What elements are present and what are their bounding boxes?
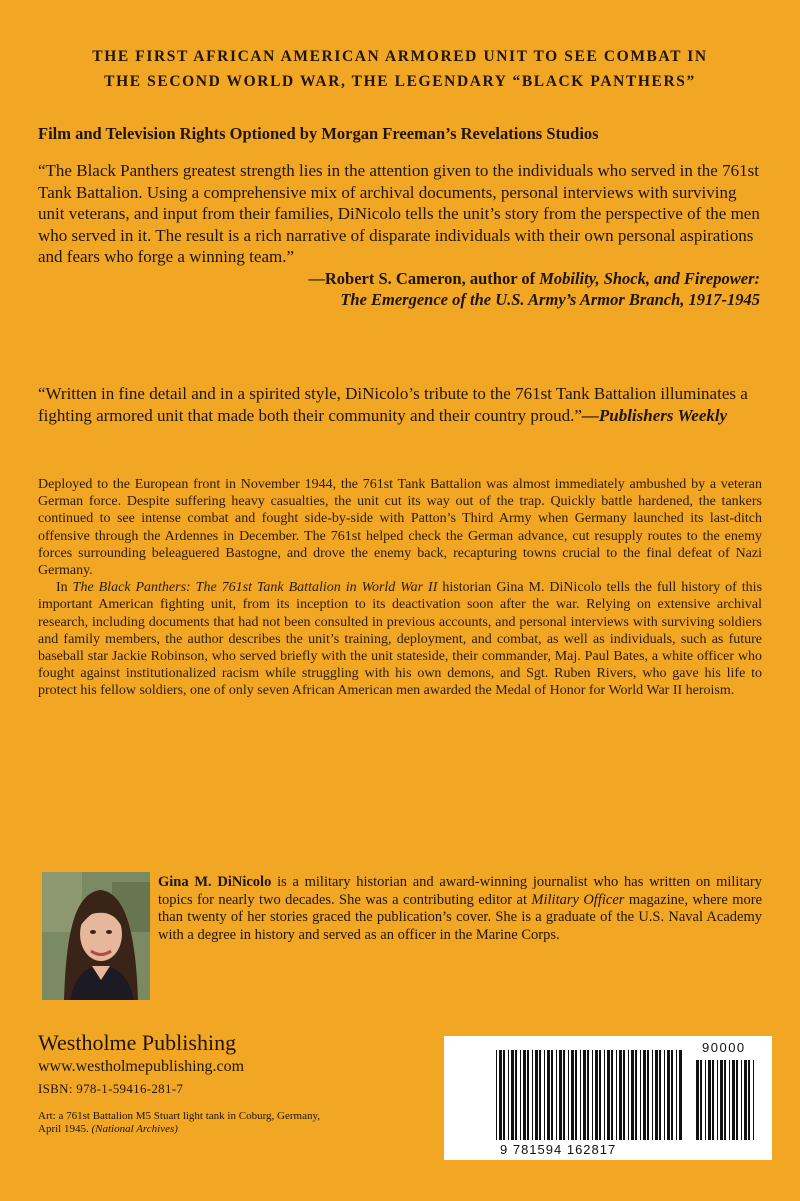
- barcode-bar: [580, 1050, 581, 1140]
- art-credit: Art: a 761st Battalion M5 Stuart light tank in Coburg, Germany, April 1945.: [38, 1110, 320, 1135]
- book-description: [38, 476, 762, 700]
- author-bio-b: magazine, where more than twenty of her stories graced the publication’s cover. She is a graduate of the U.S. Naval Academy with a degree in history and served as an officer in the Marine Corps.: [158, 891, 763, 943]
- barcode-bar: [676, 1050, 677, 1140]
- barcode-bar: [511, 1050, 514, 1140]
- barcode-bar: [741, 1060, 742, 1140]
- barcode-bar: [700, 1060, 702, 1140]
- barcode-bar: [568, 1050, 569, 1140]
- barcode-bar: [508, 1050, 509, 1140]
- review-quote-publishers-weekly: [38, 383, 760, 426]
- barcode-bar: [729, 1060, 730, 1140]
- cover-art-credit: [38, 1110, 338, 1136]
- quote-source: —Publishers Weekly: [581, 405, 728, 425]
- art-source: (National Archives): [91, 1123, 178, 1135]
- barcode-bar: [705, 1060, 706, 1140]
- barcode-bar: [499, 1050, 502, 1140]
- barcode-bar: [496, 1050, 497, 1140]
- barcode-bar: [592, 1050, 593, 1140]
- ean-bars: [496, 1050, 682, 1140]
- headline-line-1: THE FIRST AFRICAN AMERICAN ARMORED UNIT TO SEE COMBAT IN: [92, 48, 708, 65]
- barcode-bar: [532, 1050, 533, 1140]
- barcode-bar: [539, 1050, 541, 1140]
- p2-lead: In: [56, 580, 68, 596]
- price-bars: [696, 1060, 754, 1140]
- barcode-bar: [712, 1060, 714, 1140]
- barcode-bar: [635, 1050, 637, 1140]
- quote-text: “The Black Panthers greatest strength lies in the attention given to the individuals who served in the 761st Tank Battalion. Using a comprehensive mix of archival documents, personal interviews with surviving unit veterans, and input from their families, DiNicolo tells the unit’s story from the perspective of the men who served in it. The result is a rich narrative of disparate individuals with their own personal aspirations and fears who forge a winning team.”: [38, 161, 760, 266]
- barcode-bar: [736, 1060, 738, 1140]
- barcode-bar: [652, 1050, 653, 1140]
- barcode-bar: [587, 1050, 589, 1140]
- ean-digits: 9 781594 162817: [500, 1142, 617, 1157]
- barcode-bar: [732, 1060, 735, 1140]
- isbn-text: ISBN: 978-1-59416-281-7: [38, 1081, 184, 1096]
- cover-headline: [40, 44, 760, 94]
- barcode-bar: [595, 1050, 598, 1140]
- barcode-bar: [575, 1050, 577, 1140]
- author-bio-a: is a military historian and award-winning journalist who has written on military topics for nearly two decades. She was a contributing editor at: [158, 874, 762, 908]
- barcode-bar: [583, 1050, 586, 1140]
- barcode-bar: [571, 1050, 574, 1140]
- barcode-graphic: [444, 1036, 772, 1160]
- barcode-bar: [659, 1050, 661, 1140]
- barcode-bar: [616, 1050, 617, 1140]
- quote-attribution: [38, 268, 760, 311]
- barcode-bar: [667, 1050, 670, 1140]
- film-rights-note: Film and Television Rights Optioned by Morgan Freeman’s Revelations Studios: [38, 124, 599, 143]
- barcode-bar: [611, 1050, 613, 1140]
- barcode-bar: [708, 1060, 711, 1140]
- barcode-bar: [559, 1050, 562, 1140]
- attribution-title-2: The Emergence of the U.S. Army’s Armor Branch, 1917-1945: [340, 290, 760, 309]
- barcode-bar: [607, 1050, 610, 1140]
- barcode-bar: [696, 1060, 699, 1140]
- barcode-bar: [547, 1050, 550, 1140]
- barcode: [444, 1036, 772, 1160]
- barcode-bar: [744, 1060, 747, 1140]
- barcode-bar: [503, 1050, 505, 1140]
- barcode-bar: [599, 1050, 601, 1140]
- attribution-lead: —Robert S. Cameron, author of: [308, 268, 536, 288]
- barcode-bar: [640, 1050, 641, 1140]
- barcode-bar: [748, 1060, 750, 1140]
- barcode-bar: [619, 1050, 622, 1140]
- barcode-bar: [628, 1050, 629, 1140]
- barcode-bar: [544, 1050, 545, 1140]
- attribution-title-1: Mobility, Shock, and Firepower:: [539, 268, 760, 288]
- quote-text: “Written in fine detail and in a spirited style, DiNicolo’s tribute to the 761st Tank Battalion illuminates a fighting armored unit that made both their community and their country proud.”: [38, 384, 748, 425]
- author-name: Gina M. DiNicolo: [158, 874, 272, 890]
- barcode-bar: [520, 1050, 521, 1140]
- barcode-bar: [631, 1050, 634, 1140]
- barcode-bar: [523, 1050, 526, 1140]
- barcode-bar: [551, 1050, 553, 1140]
- publisher-url[interactable]: www.westholmepublishing.com: [38, 1058, 245, 1075]
- book-title-italic: The Black Panthers: The 761st Tank Battalion in World War II: [72, 580, 438, 596]
- p2-rest: historian Gina M. DiNicolo tells the full history of this important American fighting unit, from its inception to its deactivation soon after the war. Relying on extensive archival research, including documents that had not been consulted in previous accounts, and personal interviews with surviving soldiers and family members, the author describes the unit’s training, deployment, and combat, as well as individuals, such as future baseball star Jackie Robinson, who served briefly with the unit stateside, their commander, Maj. Paul Bates, a white officer who fought against institutionalized racism while struggling with his own demons, and Sgt. Ruben Rivers, who gave his life to protect his fellow soldiers, one of only seven African American men awarded the Medal of Honor for World War II heroism.: [38, 580, 763, 699]
- barcode-bar: [664, 1050, 665, 1140]
- barcode-bar: [604, 1050, 605, 1140]
- barcode-bar: [753, 1060, 754, 1140]
- headline-line-2: THE SECOND WORLD WAR, THE LEGENDARY “BLACK PANTHERS”: [104, 73, 696, 90]
- author-photo: [42, 872, 150, 1000]
- description-paragraph-2: [38, 579, 762, 699]
- barcode-bar: [655, 1050, 658, 1140]
- barcode-bar: [535, 1050, 538, 1140]
- barcode-bar: [563, 1050, 565, 1140]
- review-quote-cameron: [38, 160, 760, 311]
- publisher-name: Westholme Publishing: [38, 1030, 237, 1055]
- publisher-block: [38, 1030, 418, 1136]
- barcode-bar: [679, 1050, 682, 1140]
- barcode-bar: [717, 1060, 718, 1140]
- barcode-bar: [720, 1060, 723, 1140]
- barcode-bar: [527, 1050, 529, 1140]
- barcode-bar: [671, 1050, 673, 1140]
- description-paragraph-1: Deployed to the European front in November 1944, the 761st Tank Battalion was almost immediately ambushed by a veteran German force. Despite suffering heavy casualties, the unit cut its way out of the trap. Quickly battle hardened, the tankers continued to see intense combat and fought side-by-side with Patton’s Third Army when Germany launched its last-ditch offensive through the Ardennes in December. The 761st helped check the German advance, cut resupply routes to the enemy forces surrounding beleaguered Bastogne, and drove the enemy back, recapturing towns crucial to the final defeat of Nazi Germany.: [38, 477, 762, 579]
- price-code-digits: 90000: [702, 1040, 746, 1055]
- magazine-name: Military Officer: [531, 891, 625, 908]
- barcode-bar: [724, 1060, 726, 1140]
- barcode-bar: [643, 1050, 646, 1140]
- author-bio: [158, 874, 762, 944]
- author-portrait-illustration: [42, 872, 150, 1000]
- barcode-bar: [623, 1050, 625, 1140]
- barcode-bar: [556, 1050, 557, 1140]
- barcode-bar: [515, 1050, 517, 1140]
- barcode-bar: [647, 1050, 649, 1140]
